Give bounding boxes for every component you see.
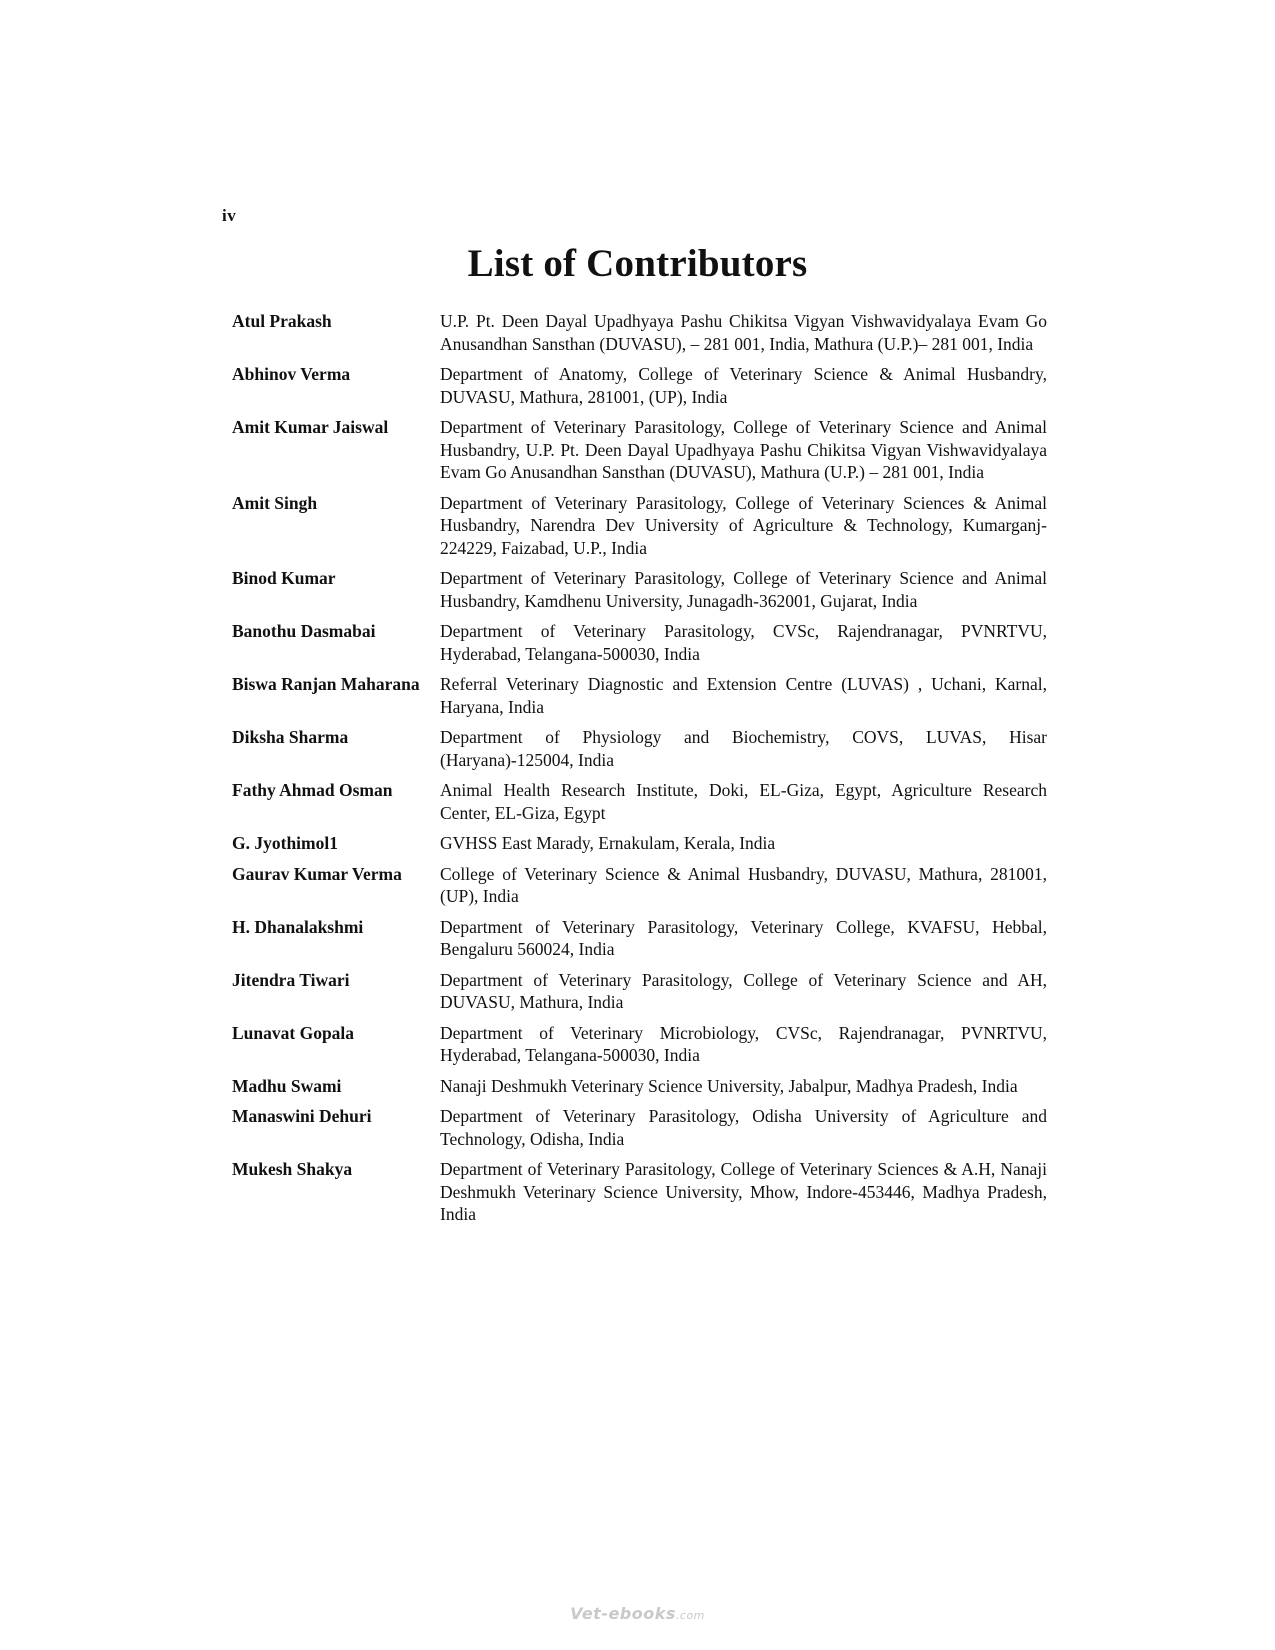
contributor-affiliation: Nanaji Deshmukh Veterinary Science University, Jabalpur, Madhya Pradesh, India xyxy=(440,1075,1018,1096)
contributor-affiliation: Department of Veterinary Parasitology, CVSc, Rajendranagar, PVNRTVU, Hyderabad, Telangana-500030, India xyxy=(440,621,1047,664)
contributor-affiliation: Department of Veterinary Parasitology, College of Veterinary Science and Animal Husbandry, Kamdhenu University, Junagadh-362001, Gujarat, India xyxy=(440,568,1047,611)
contributor-affiliation: Department of Veterinary Parasitology, Odisha University of Agriculture and Technology, Odisha, India xyxy=(440,1106,1047,1149)
contributor-name: Jitendra Tiwari xyxy=(232,969,350,990)
contributor-row xyxy=(232,1105,1047,1150)
contributor-name: Binod Kumar xyxy=(232,568,336,588)
contributor-name: Fathy Ahmad Osman xyxy=(232,780,393,800)
contributor-row xyxy=(232,1158,1047,1226)
contributor-name: Madhu Swami xyxy=(232,1075,342,1096)
contributor-name: Diksha Sharma xyxy=(232,727,349,747)
contributor-list xyxy=(232,310,1047,1234)
contributor-affiliation: U.P. Pt. Deen Dayal Upadhyaya Pashu Chikitsa Vigyan Vishwavidyalaya Evam Go Anusandhan Sansthan (DUVASU), – 281 001, India, Mathura (U.P.)– 281 001, India xyxy=(440,311,1047,354)
contributor-name: Banothu Dasmabai xyxy=(232,621,376,641)
page-title: List of Contributors xyxy=(467,242,808,285)
contributor-affiliation: College of Veterinary Science & Animal Husbandry, DUVASU, Mathura, 281001,(UP), India xyxy=(440,863,1047,906)
contributor-row xyxy=(232,863,1047,908)
contributor-name: Gaurav Kumar Verma xyxy=(232,863,402,884)
watermark-logo xyxy=(0,1604,1275,1623)
contributor-name: Biswa Ranjan Maharana xyxy=(232,674,420,694)
contributor-row xyxy=(232,969,1047,1014)
contributor-name: Mukesh Shakya xyxy=(232,1159,353,1179)
contributor-affiliation: Department of Veterinary Parasitology, College of Veterinary Science and Animal Husbandry, U.P. Pt. Deen Dayal Upadhyaya Pashu Chikitsa Vigyan Vishwavidyalaya Evam Go Anusandhan Sansthan (DUVASU), Mathura (U.P.) – 281 001, India xyxy=(440,417,1047,482)
contributor-row xyxy=(232,916,1047,961)
watermark-domain: .com xyxy=(675,1609,705,1622)
contributor-row xyxy=(232,620,1047,665)
contributor-row xyxy=(232,1075,1047,1098)
page-number: iv xyxy=(222,206,237,225)
contributor-name: Lunavat Gopala xyxy=(232,1022,355,1043)
contributor-affiliation: Department of Veterinary Parasitology, College of Veterinary Science and AH, DUVASU, Mathura, India xyxy=(440,969,1047,1012)
contributor-row xyxy=(232,416,1047,484)
contributor-affiliation: Department of Anatomy, College of Veterinary Science & Animal Husbandry, DUVASU, Mathura, 281001, (UP), India xyxy=(440,364,1047,407)
contributor-name: Amit Kumar Jaiswal xyxy=(232,417,389,437)
contributor-affiliation: Department of Veterinary Microbiology, CVSc, Rajendranagar, PVNRTVU, Hyderabad, Telangana-500030, India xyxy=(440,1022,1047,1065)
contributor-affiliation: Department of Physiology and Biochemistry, COVS, LUVAS, Hisar (Haryana)-125004, India xyxy=(440,727,1047,770)
watermark-brand: Vet-ebooks xyxy=(570,1604,676,1623)
contributor-affiliation: Department of Veterinary Parasitology, College of Veterinary Sciences & Animal Husbandry, Narendra Dev University of Agriculture & Technology, Kumarganj- 224229, Faizabad, U.P., India xyxy=(440,492,1047,558)
contributor-name: Abhinov Verma xyxy=(232,364,351,384)
contributor-name: Atul Prakash xyxy=(232,311,332,331)
contributor-row xyxy=(232,567,1047,612)
contributor-row xyxy=(232,363,1047,408)
contributor-affiliation: Department of Veterinary Parasitology, College of Veterinary Sciences & A.H, Nanaji Deshmukh Veterinary Science University, Mhow, Indore-453446, Madhya Pradesh, India xyxy=(440,1159,1047,1224)
contributor-row xyxy=(232,492,1047,560)
contributor-row xyxy=(232,673,1047,718)
contributor-row xyxy=(232,832,1047,855)
contributor-row xyxy=(232,779,1047,824)
contributor-name: Manaswini Dehuri xyxy=(232,1106,372,1126)
contributor-name: G. Jyothimol1 xyxy=(232,833,338,853)
contributor-row xyxy=(232,310,1047,355)
contributor-name: H. Dhanalakshmi xyxy=(232,916,364,937)
contributor-name: Amit Singh xyxy=(232,492,318,513)
contributor-affiliation: Department of Veterinary Parasitology, Veterinary College, KVAFSU, Hebbal, Bengaluru 560024, India xyxy=(440,916,1047,959)
contributor-row xyxy=(232,1022,1047,1067)
contributor-affiliation: Animal Health Research Institute, Doki, EL-Giza, Egypt, Agriculture Research Center, EL-Giza, Egypt xyxy=(440,780,1047,823)
contributor-row xyxy=(232,726,1047,771)
contributor-affiliation: GVHSS East Marady, Ernakulam, Kerala, India xyxy=(440,833,776,853)
contributor-affiliation: Referral Veterinary Diagnostic and Extension Centre (LUVAS) , Uchani, Karnal, Haryana, India xyxy=(440,674,1047,717)
